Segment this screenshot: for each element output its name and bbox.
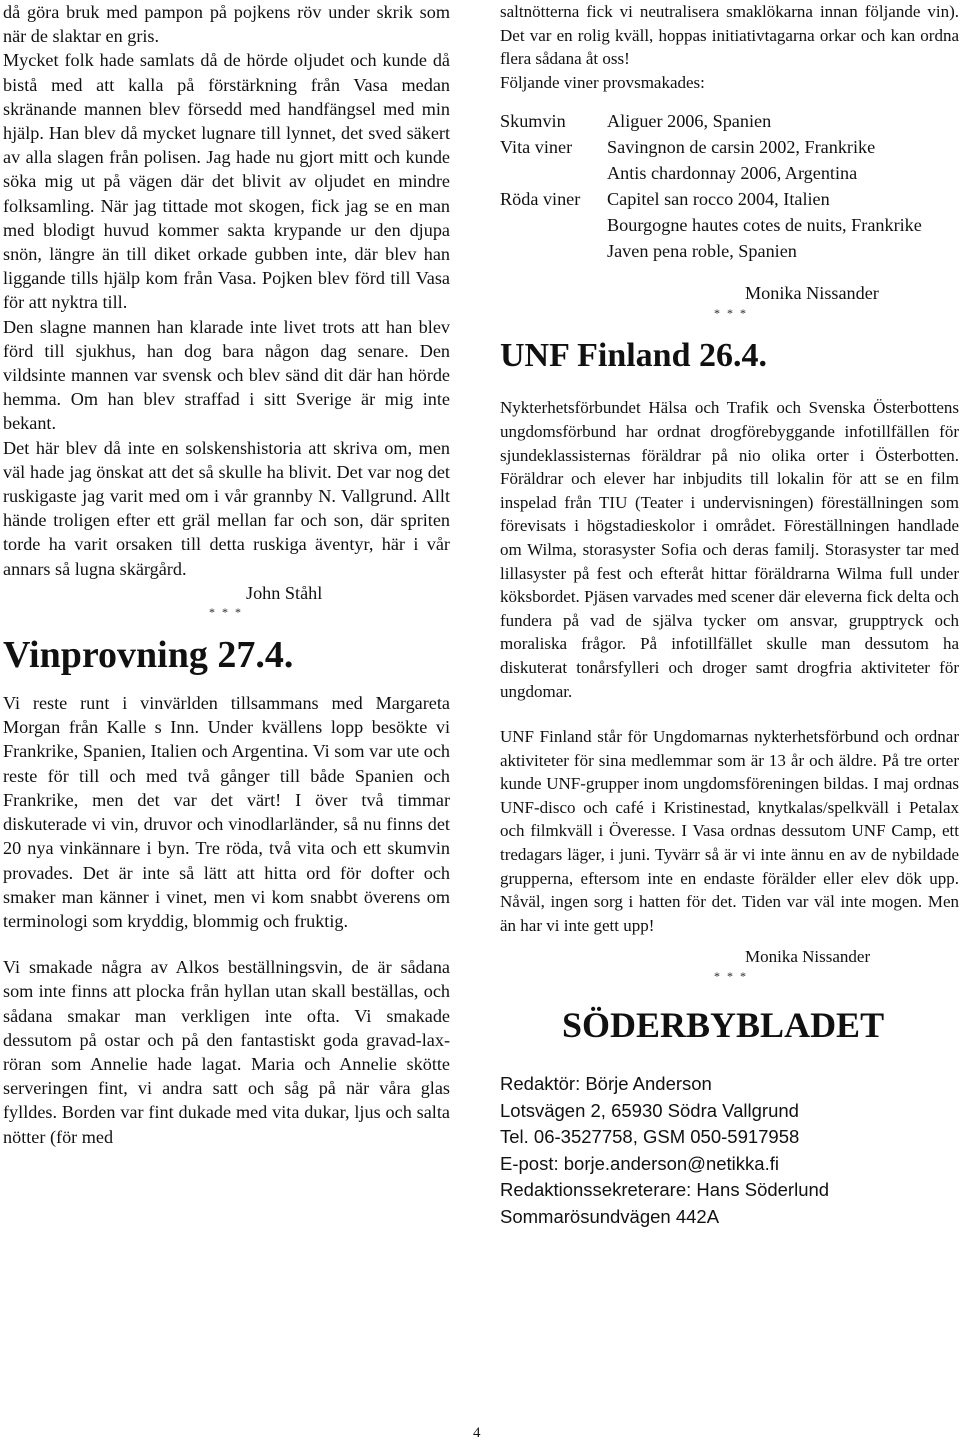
left-paragraph-5: Vi reste runt i vinvärlden tillsammans med Margareta Morgan från Kalle s Inn. Under kvällens lopp besökte vi Frankrike, Spanien, Italien och Argentina. Vi som var ute och reste för till och med två gånger till både Spanien och Frankrike, men det var det värt! I över två timmar diskuterade vi vin, druvor och vinodlarländer, så nu finns det 20 nya vinkännare i byn. Tre röda, två vita och ett skumvin provades. Det är inte så lätt att hitta ord för dofter och smaker man känner i vinet, men vi kom snabbt överens om terminologi som kryddig, blommig och fruktig. — [3, 693, 450, 931]
signature-john-stahl: John Ståhl — [246, 582, 323, 603]
right-paragraph-1: saltnötterna fick vi neutralisera smaklökarna innan följande vin). Det var en rolig kväll, hoppas initiativtagarna orkar och kan ordna flera sådana åt oss! — [500, 2, 959, 69]
contact-line: Redaktör: Börje Anderson — [500, 1073, 712, 1095]
wine-row — [500, 238, 959, 264]
wine-category: Röda viner — [500, 189, 581, 210]
wine-row — [500, 134, 959, 160]
wine-category: Skumvin — [500, 111, 566, 132]
left-paragraph-6: Vi smakade några av Alkos beställningsvin, de är sådana som inte finns att plocka från hyllan utan skall beställas, och sådana smakar man verkligen inte ofta. Vi smakade dessutom på ostar och på den fantastiskt goda gravad-lax-röran som Annelie hade lagat. Maria och Annelie skötte serveringen fint, vi andra satt och såg på när våra glas fylldes. Borden var fint dukade med vita dukar, ljus och salta nötter (för med — [3, 957, 450, 1147]
wine-row — [500, 212, 959, 238]
contact-line: Lotsvägen 2, 65930 Södra Vallgrund — [500, 1099, 799, 1121]
section-divider-stars: * * * — [209, 605, 243, 620]
contact-line: Sommarösundvägen 442A — [500, 1205, 720, 1227]
page-number: 4 — [473, 1425, 481, 1441]
right-paragraph-2: Följande viner provsmakades: — [500, 72, 705, 92]
wine-name: Antis chardonnay 2006, Argentina — [607, 163, 858, 184]
wine-row — [500, 108, 959, 134]
contact-line: Redaktionssekreterare: Hans Söderlund — [500, 1179, 830, 1201]
editorial-contact-block — [500, 1071, 959, 1230]
wine-name: Javen pena roble, Spanien — [607, 241, 797, 262]
wine-name: Aliguer 2006, Spanien — [607, 111, 772, 132]
wine-row — [500, 186, 959, 212]
wine-row — [500, 160, 959, 186]
left-paragraph-3: Den slagne mannen han klarade inte livet trots att han blev förd till sjukhus, han dog bara någon dag senare. Den vildsinte mannen var svensk och blev sänd dit där han hörde hemma. Om han blev straffad i sitt Sverige är mig inte bekant. — [3, 316, 450, 434]
wine-name: Capitel san rocco 2004, Italien — [607, 189, 830, 210]
wine-category: Vita viner — [500, 137, 573, 158]
heading-vinprovning: Vinprovning 27.4. — [3, 634, 294, 677]
left-paragraph-1: då göra bruk med pampon på pojkens röv under skrik som när de slaktar en gris. — [3, 2, 450, 47]
left-column — [3, 0, 450, 1149]
left-paragraph-2: Mycket folk hade samlats då de hörde oljudet och kunde då bistå med att kalla på förstärkning från Vasa medan skränande mannen blev försedd med handfängsel med min hjälp. Han blev då mycket lugnare till lynnet, det sved säkert av alla slagen från polisen. Jag hade nu gjort mitt och kunde söka mig ut på vägen där det blivit av oljudet en mindre folksamling. När jag tittade mot skogen, fick jag se en man med blodigt huvud kommer sakta krypande ur den djupa snön, längre än till diket orkade gubben inte, där blev han liggande tills hjälp kom från Vasa. Pojken blev förd till Vasa för att nyktra till. — [3, 50, 450, 313]
right-column — [500, 0, 959, 1230]
heading-unf-finland: UNF Finland 26.4. — [500, 337, 768, 375]
section-divider-stars: * * * — [714, 969, 748, 984]
wine-list — [500, 108, 959, 264]
signature-monika-nissander-2: Monika Nissander — [745, 947, 871, 967]
wine-name: Bourgogne hautes cotes de nuits, Frankrike — [607, 215, 922, 236]
signature-monika-nissander-1: Monika Nissander — [745, 283, 879, 304]
right-paragraph-3: Nykterhetsförbundet Hälsa och Trafik och Svenska Österbottens ungdomsförbund har ordnat drogförebyggande infotillfällen för sjundeklassisternas föräldrar på nio olika orter i Österbotten. Föräldrar och elever har inbjudits till lokalin för att se en film inspelad från TIU (Teater i undervisningen) föreställningen som förevisats i högstadieskolor i området. Föreställningen handlade om Wilma, storasyster Sofia och deras familj. Storasyster tar med lillasyster på fest och efteråt hittar föräldrarna Wilma full under köksbordet. Pjäsen varvades med scener där eleverna fick delta och fundera på vad de själva tycker om ansvar, grupptryck och moraliska frågor. På infotillfället skulle man dessutom ha diskuterat tonårsfylleri och droger samt drogfria aktiviteter för ungdomar. — [500, 398, 959, 701]
contact-line: Tel. 06-3527758, GSM 050-5917958 — [500, 1126, 800, 1148]
masthead-soderbybladet: SÖDERBYBLADET — [562, 1005, 885, 1046]
wine-category — [500, 238, 607, 264]
wine-category — [500, 212, 607, 238]
section-divider-stars: * * * — [714, 306, 748, 321]
right-paragraph-4: UNF Finland står för Ungdomarnas nykterhetsförbund och ordnar aktiviteter för sina medlemmar som är 13 år och äldre. På tre orter kunde UNF-grupper inom ungdomsföreningen bildas. I maj ordnas UNF-disco och café i Kristinestad, knytkalas/spelkväll i Petalax och filmkväll i Överesse. I Vasa ordnas dessutom UNF Camp, ett tredagars läger, i juni. Tyvärr så är vi inte ännu en av de nybildade grupperna, eftersom inte en endaste förälder eller elev dök upp. Nåväl, ingen sorg i hatten för det. Tiden var väl inte mogen. Men än har vi inte gett upp! — [500, 727, 959, 935]
contact-line: E-post: borje.anderson@netikka.fi — [500, 1152, 779, 1174]
wine-category — [500, 160, 607, 186]
left-paragraph-4: Det här blev då inte en solskenshistoria att skriva om, men väl hade jag önskat att det så skulle ha blivit. Det var nog det ruskigaste jag varit med om i vår grannby N. Vallgrund. Allt hände troligen efter ett gräl mellan far och son, där spriten torde ha varit orsaken till detta ruskiga äventyr, här i vår annars så lugna skärgård. — [3, 437, 450, 579]
wine-name: Savingnon de carsin 2002, Frankrike — [607, 137, 876, 158]
